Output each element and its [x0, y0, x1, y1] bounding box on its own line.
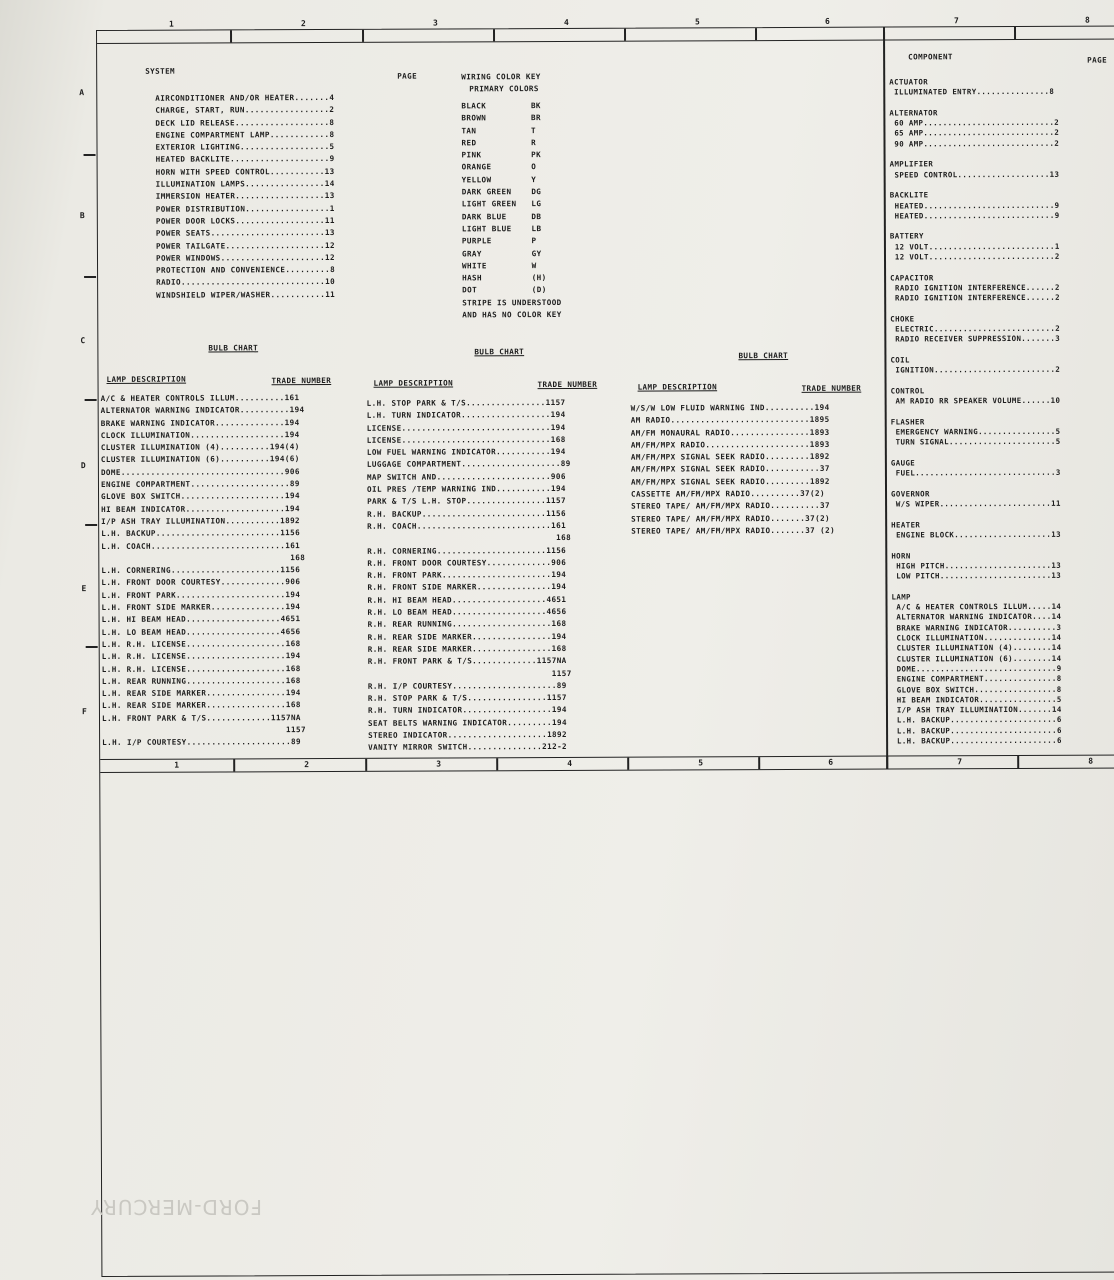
bulb-chart-row: L.H. R.H. LICENSE....................168 [101, 639, 301, 649]
system-index-row: POWER DOOR LOCKS..................11 [155, 215, 335, 226]
bulb-chart-row: R.H. BACKUP.........................1156 [367, 508, 567, 519]
component-index-row: L.H. BACKUP......................6 [892, 725, 1062, 736]
bulb-chart-row: R.H. REAR SIDE MARKER................168 [367, 643, 567, 654]
bulb-chart-row: L.H. I/P COURTESY.....................89 [102, 737, 302, 748]
component-index-row: DOME.............................9 [891, 663, 1062, 674]
color-key-row: DARK BLUE DB [461, 211, 542, 222]
lamp-description-header-3: LAMP DESCRIPTION [637, 382, 718, 392]
bulb-chart-row: LUGGAGE COMPARTMENT....................89 [366, 459, 571, 470]
system-index-row: POWER SEATS.......................13 [155, 228, 335, 239]
bulb-chart-row: L.H. FRONT SIDE MARKER...............194 [101, 602, 301, 613]
grid-col-3: 3 [432, 18, 438, 28]
bulb-chart-row: LICENSE..............................168 [366, 434, 566, 445]
trade-number-header-1: TRADE NUMBER [271, 375, 332, 386]
bulb-chart-row: STEREO TAPE/ AM/FM/MPX RADIO..........37 [631, 501, 830, 512]
bulb-chart-row: L.H. REAR RUNNING....................168 [101, 675, 301, 686]
bulb-chart-row: BRAKE WARNING INDICATOR..............194 [100, 417, 300, 428]
bulb-chart-row: L.H. FRONT PARK......................194 [101, 589, 301, 600]
component-index-row: GAUGE [890, 458, 916, 468]
color-key-row: TAN T [461, 125, 537, 136]
component-index-row: 12 VOLT..........................1 [889, 241, 1060, 252]
bulb-chart-row: L.H. STOP PARK & T/S................1157 [366, 397, 566, 408]
system-index-row: POWER WINDOWS.....................12 [155, 252, 336, 263]
grid-col-1-bottom: 1 [174, 760, 180, 770]
bulb-chart-row: R.H. COACH...........................161 [367, 520, 567, 531]
bulb-chart-row: W/S/W LOW FLUID WARNING IND..........194 [630, 402, 830, 413]
component-index-row: L.H. BACKUP......................6 [892, 715, 1062, 725]
bulb-chart-row: I/P ASH TRAY ILLUMINATION...........1892 [101, 516, 301, 526]
bulb-chart-title-2: BULB CHART [474, 347, 525, 357]
bottom-grid-ruler [100, 754, 1114, 772]
color-key-subtitle: PRIMARY COLORS [469, 84, 539, 94]
bulb-chart-row: CLUSTER ILLUMINATION (4)..........194(4) [100, 442, 300, 453]
component-index-row: CLOCK ILLUMINATION..............14 [891, 632, 1062, 643]
bulb-chart-column-3 [631, 402, 835, 538]
grid-col-7-bottom: 7 [957, 757, 963, 767]
color-key-row: HASH (H) [462, 273, 547, 283]
bulb-chart-row: R.H. HI BEAM HEAD...................4651 [367, 594, 567, 605]
bulb-chart-row: AM/FM MONAURAL RADIO................1893 [630, 427, 830, 438]
component-index-divider [883, 28, 888, 770]
color-key-row: PINK PK [461, 150, 542, 160]
bulb-chart-row: L.H. REAR SIDE MARKER................194 [101, 688, 301, 699]
component-index-row: ENGINE COMPARTMENT...............8 [891, 674, 1062, 684]
system-index-row: POWER TAILGATE....................12 [155, 240, 335, 251]
bulb-chart-title-3: BULB CHART [738, 350, 789, 361]
color-key-row: PURPLE P [461, 236, 537, 246]
color-key-row: AND HAS NO COLOR KEY [462, 310, 562, 320]
component-index-row [890, 345, 1060, 356]
color-key-row: DARK GREEN DG [461, 187, 542, 197]
bulb-chart-row: L.H. R.H. LICENSE....................168 [101, 663, 301, 674]
system-index-row: POWER DISTRIBUTION.................1 [155, 203, 335, 214]
component-index-row: GOVERNOR [891, 489, 930, 499]
bulb-chart-title-1: BULB CHART [208, 343, 259, 353]
component-index-row: I/P ASH TRAY ILLUMINATION.......14 [891, 704, 1062, 715]
component-index-row: LOW PITCH.......................13 [891, 571, 1062, 581]
component-index-row [891, 581, 1061, 592]
bulb-chart-row: OIL PRES /TEMP WARNING IND...........194 [366, 484, 566, 494]
component-index-row [891, 375, 1061, 386]
component-index-row: HEATED...........................9 [889, 210, 1060, 221]
component-index-row [890, 303, 1060, 314]
bulb-chart-row: AM/FM/MPX RADIO.....................1893 [630, 439, 830, 450]
component-index-row: HI BEAM INDICATOR................5 [891, 694, 1062, 705]
bulb-chart-row: 168 [101, 552, 306, 563]
component-index-row: ELECTRIC.........................2 [890, 323, 1061, 334]
bulb-chart-row: 168 [367, 533, 572, 544]
component-index-row [891, 478, 1061, 489]
component-index-row: 90 AMP...........................2 [889, 138, 1060, 149]
grid-row-f: F [81, 707, 87, 717]
color-key-list [461, 100, 561, 322]
bulb-chart-row: L.H. COACH...........................161 [101, 540, 301, 551]
bulb-chart-row: ALTERNATOR WARNING INDICATOR..........194 [100, 405, 305, 416]
grid-col-2: 2 [300, 19, 306, 29]
component-index-row: AMPLIFIER [889, 159, 934, 169]
bulb-chart-row: CLOCK ILLUMINATION...................194 [100, 430, 300, 440]
top-grid-ruler [97, 15, 1114, 44]
grid-col-8-bottom: 8 [1088, 756, 1094, 766]
bulb-chart-row: L.H. REAR SIDE MARKER................168 [101, 700, 301, 711]
wiring-diagram-frame [79, 15, 1114, 1276]
grid-row-d: D [80, 461, 86, 471]
bulb-chart-row: R.H. FRONT DOOR COURTESY.............906 [367, 557, 567, 568]
bulb-chart-row: R.H. I/P COURTESY.....................89 [367, 680, 567, 691]
grid-col-7: 7 [953, 16, 959, 26]
bulb-chart-row: 1157 [102, 725, 306, 735]
component-index-row: HEATER [891, 520, 921, 530]
component-index-row: CAPACITOR [890, 272, 934, 283]
bulb-chart-row: R.H. FRONT PARK & T/S.............1157NA [367, 656, 567, 667]
color-key-row: DOT (D) [462, 285, 547, 295]
system-index-row: RADIO.............................10 [156, 277, 336, 288]
color-key-row: LIGHT BLUE LB [461, 224, 542, 234]
component-index-row: FUEL.............................3 [890, 468, 1061, 478]
bulb-chart-row: STEREO TAPE/ AM/FM/MPX RADIO.......37 (2) [631, 525, 836, 536]
bulb-chart-row: L.H. LO BEAM HEAD...................4656 [101, 626, 301, 637]
bleed-through-mark: FORD-MERCURY [90, 1195, 262, 1219]
grid-col-6-bottom: 6 [828, 757, 834, 767]
bulb-chart-row: STEREO INDICATOR....................1892 [368, 729, 567, 740]
color-key-row: YELLOW Y [461, 174, 537, 185]
component-index-list [889, 77, 1062, 747]
component-index-row: BATTERY [889, 231, 924, 241]
component-index-row [890, 221, 1060, 232]
bulb-chart-row: DOME.................................906 [100, 466, 300, 477]
bulb-chart-row: R.H. TURN INDICATOR..................194 [367, 705, 567, 716]
color-key-row: RED R [461, 137, 537, 148]
component-index-row [890, 149, 1060, 160]
component-index-row: CONTROL [890, 386, 925, 396]
system-header: SYSTEM [145, 66, 176, 76]
component-index-row [891, 509, 1061, 520]
bulb-chart-row: AM/FM/MPX SIGNAL SEEK RADIO.........1892 [630, 451, 830, 462]
bulb-chart-row: LOW FUEL WARNING INDICATOR...........194 [366, 447, 566, 458]
bulb-chart-row: CASSETTE AM/FM/MPX RADIO..........37(2) [631, 488, 825, 499]
grid-col-5-bottom: 5 [698, 758, 704, 768]
bulb-chart-row: R.H. FRONT PARK......................194 [367, 570, 567, 580]
grid-col-4-bottom: 4 [567, 758, 573, 768]
bulb-chart-row: CLUSTER ILLUMINATION (6)..........194(6) [100, 454, 300, 465]
component-index-row: 60 AMP...........................2 [889, 117, 1060, 128]
bulb-chart-row: L.H. FRONT PARK & T/S.............1157NA [101, 712, 301, 723]
system-index-list [155, 92, 335, 302]
component-index-row [891, 447, 1061, 458]
color-key-row: ORANGE O [461, 162, 537, 172]
component-header: COMPONENT [908, 52, 953, 62]
grid-col-8: 8 [1084, 15, 1090, 25]
bulb-chart-row: A/C & HEATER CONTROLS ILLUM..........161 [100, 393, 300, 403]
component-page-header: PAGE [1087, 55, 1108, 65]
component-index-row: HEATED...........................9 [889, 200, 1060, 211]
bulb-chart-row: L.H. BACKUP.........................1156 [101, 528, 301, 539]
bulb-chart-row: ENGINE COMPARTMENT....................89 [100, 479, 300, 490]
bulb-chart-row: VANITY MIRROR SWITCH...............212-2 [368, 742, 568, 753]
component-index-row: LAMP [891, 592, 911, 602]
system-index-row: AIRCONDITIONER AND/OR HEATER.......4 [155, 92, 335, 103]
component-index-row: GLOVE BOX SWITCH.................8 [891, 684, 1062, 695]
component-index-row: CLUSTER ILLUMINATION (6)........14 [891, 653, 1062, 664]
component-index-row [889, 97, 1059, 108]
bulb-chart-row: R.H. LO BEAM HEAD...................4656 [367, 606, 567, 617]
bulb-chart-row: AM/FM/MPX SIGNAL SEEK RADIO.........1892 [630, 476, 830, 487]
bulb-chart-row: MAP SWITCH AND.......................906 [366, 471, 566, 482]
color-key-row: GRAY GY [461, 248, 542, 258]
bulb-chart-row: SEAT BELTS WARNING INDICATOR.........194 [368, 717, 567, 728]
grid-row-e: E [81, 584, 87, 594]
component-index-row: W/S WIPER.......................11 [891, 498, 1061, 509]
component-index-row [890, 262, 1060, 273]
component-index-row: BACKLITE [889, 190, 929, 200]
component-index-row [891, 406, 1061, 417]
bulb-chart-row: L.H. TURN INDICATOR..................194 [366, 410, 566, 421]
trade-number-header-3: TRADE NUMBER [801, 383, 862, 393]
grid-row-a: A [79, 88, 85, 98]
component-index-row: 12 VOLT..........................2 [889, 251, 1060, 262]
color-key-row: BLACK BK [461, 101, 541, 111]
grid-row-c: C [80, 336, 86, 346]
grid-col-2-bottom: 2 [304, 760, 310, 770]
system-page-header: PAGE [397, 71, 418, 81]
component-index-row: L.H. BACKUP......................6 [892, 735, 1062, 746]
component-index-row: HIGH PITCH......................13 [891, 560, 1062, 571]
bulb-chart-row: AM/FM/MPX SIGNAL SEEK RADIO...........37 [630, 464, 830, 475]
component-index-row: RADIO RECEIVER SUPPRESSION.......3 [890, 334, 1061, 344]
component-index-row [890, 180, 1060, 191]
component-index-row: CLUSTER ILLUMINATION (4)........14 [891, 643, 1062, 653]
bulb-chart-row: GLOVE BOX SWITCH.....................194 [101, 491, 300, 502]
bulb-chart-row: PARK & T/S L.H. STOP................1157 [367, 496, 566, 507]
system-index-row: WINDSHIELD WIPER/WASHER...........11 [156, 289, 336, 300]
component-index-row: ILLUMINATED ENTRY...............8 [889, 87, 1055, 97]
component-index-row: EMERGENCY WARNING................5 [890, 426, 1061, 437]
color-key-row: STRIPE IS UNDERSTOOD [462, 297, 562, 308]
bulb-chart-row: R.H. REAR RUNNING....................168 [367, 619, 567, 630]
bulb-chart-row: STEREO TAPE/ AM/FM/MPX RADIO.......37(2) [631, 513, 831, 524]
component-index-row: ACTUATOR [889, 77, 929, 87]
bulb-chart-column-1 [101, 392, 306, 749]
component-index-row: ALTERNATOR WARNING INDICATOR....14 [891, 612, 1062, 622]
system-index-row: DECK LID RELEASE...................8 [155, 117, 335, 128]
bulb-chart-row: HI BEAM INDICATOR....................194 [101, 503, 300, 514]
component-index-row: ALTERNATOR [889, 108, 938, 118]
component-index-row: A/C & HEATER CONTROLS ILLUM.....14 [891, 601, 1062, 612]
bulb-chart-row: R.H. REAR SIDE MARKER................194 [367, 631, 567, 642]
bulb-chart-row: L.H. CORNERING......................1156 [101, 565, 301, 576]
component-index-row: ENGINE BLOCK....................13 [891, 529, 1061, 540]
component-index-row: HORN [891, 551, 911, 561]
bulb-chart-row: AM RADIO............................1895 [630, 415, 830, 425]
trade-number-header-2: TRADE NUMBER [537, 379, 598, 390]
bulb-chart-row: L.H. R.H. LICENSE....................194 [101, 651, 301, 662]
bulb-chart-row: R.H. FRONT SIDE MARKER...............194 [367, 582, 567, 593]
color-key-title: WIRING COLOR KEY [461, 72, 541, 82]
bulb-chart-row: LICENSE..............................194 [366, 422, 566, 433]
component-index-row: BRAKE WARNING INDICATOR..........3 [891, 622, 1062, 633]
grid-col-1: 1 [168, 19, 174, 29]
component-index-row [891, 540, 1061, 551]
bulb-chart-row: 1157 [367, 668, 572, 679]
component-index-row: TURN SIGNAL......................5 [890, 437, 1061, 447]
grid-col-4: 4 [563, 17, 569, 27]
lamp-description-header-1: LAMP DESCRIPTION [106, 374, 187, 384]
system-index-row: CHARGE, START, RUN.................2 [155, 105, 335, 116]
system-index-row: ENGINE COMPARTMENT LAMP............8 [155, 129, 335, 140]
component-index-row: CHOKE [890, 314, 915, 324]
component-index-row: SPEED CONTROL...................13 [889, 169, 1060, 180]
component-index-row: COIL [890, 355, 910, 365]
grid-col-6: 6 [824, 16, 830, 26]
system-index-row: ILLUMINATION LAMPS................14 [155, 179, 335, 189]
bulb-chart-row: R.H. STOP PARK & T/S................1157 [367, 693, 567, 703]
system-index-row: PROTECTION AND CONVENIENCE.........8 [156, 265, 336, 275]
bulb-chart-row: L.H. FRONT DOOR COURTESY.............906 [101, 577, 301, 588]
lamp-description-header-2: LAMP DESCRIPTION [373, 378, 454, 388]
color-key-row: LIGHT GREEN LG [461, 199, 542, 209]
system-index-row: HEATED BACKLITE....................9 [155, 154, 335, 165]
color-key-row: WHITE W [462, 260, 537, 271]
color-key-row: BROWN BR [461, 113, 541, 123]
system-index-row: IMMERSION HEATER..................13 [155, 191, 335, 202]
component-index-row: IGNITION.........................2 [890, 365, 1061, 375]
grid-row-b: B [79, 211, 85, 221]
system-index-row: HORN WITH SPEED CONTROL...........13 [155, 166, 335, 177]
grid-col-5: 5 [694, 17, 700, 27]
grid-col-3-bottom: 3 [436, 759, 442, 769]
bulb-chart-column-2 [367, 397, 572, 754]
component-index-row: AM RADIO RR SPEAKER VOLUME......10 [890, 395, 1061, 406]
component-index-row: RADIO IGNITION INTERFERENCE......2 [890, 282, 1060, 293]
component-index-row: 65 AMP...........................2 [889, 128, 1060, 139]
bulb-chart-row: L.H. HI BEAM HEAD...................4651 [101, 614, 301, 625]
system-index-row: EXTERIOR LIGHTING..................5 [155, 142, 335, 152]
component-index-row: RADIO IGNITION INTERFERENCE......2 [890, 293, 1060, 303]
bulb-chart-row: R.H. CORNERING......................1156 [367, 545, 567, 556]
component-index-row: FLASHER [890, 417, 925, 427]
